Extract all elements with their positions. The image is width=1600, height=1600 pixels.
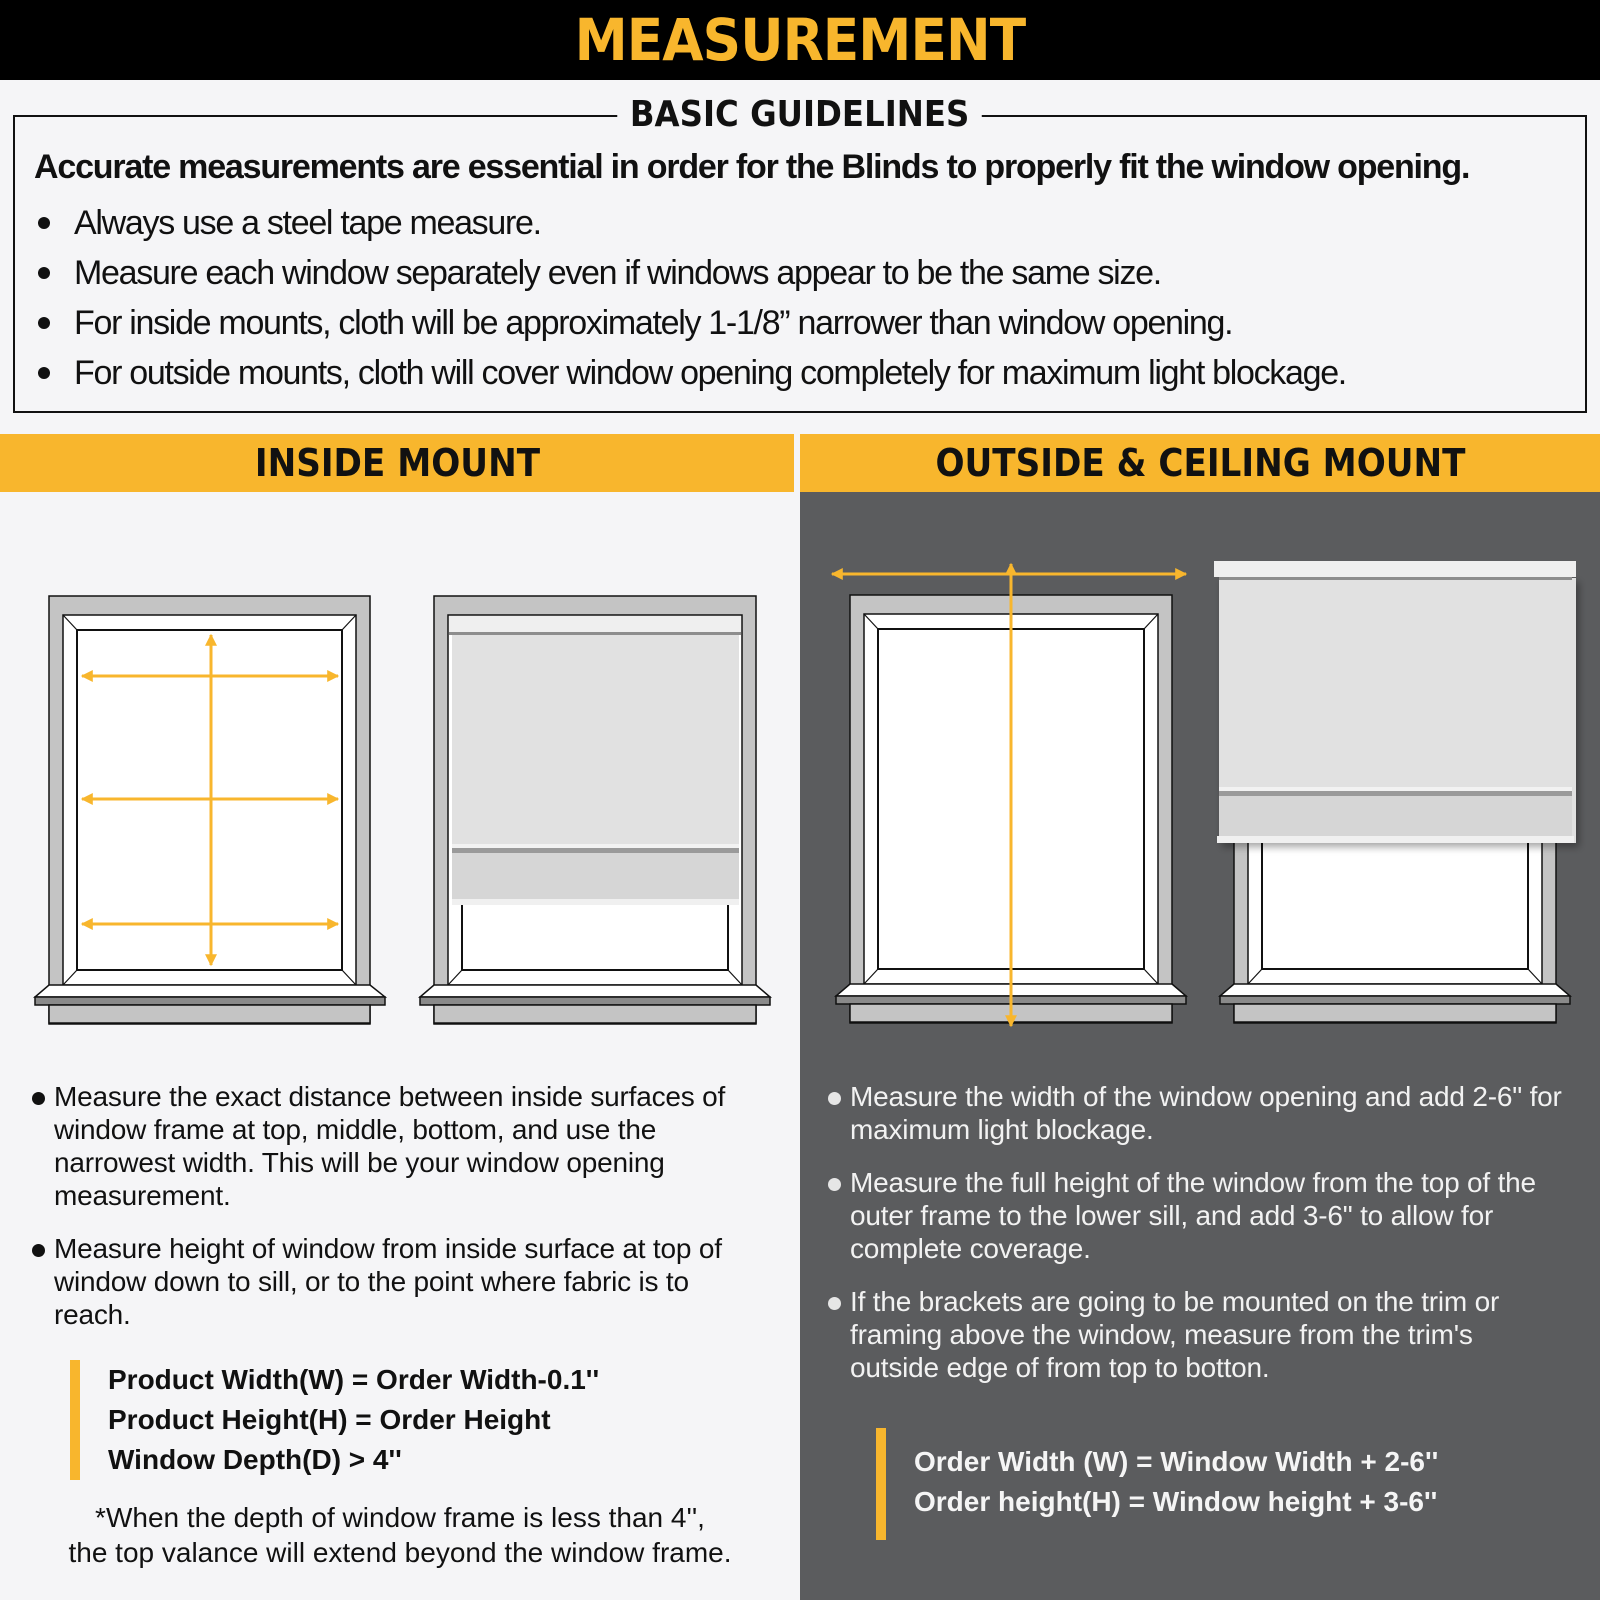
page-title: MEASUREMENT bbox=[574, 6, 1026, 74]
bullet-icon bbox=[828, 1178, 841, 1191]
formula-line: Product Width(W) = Order Width-0.1'' bbox=[108, 1364, 600, 1395]
bullet-icon bbox=[828, 1297, 841, 1310]
formula-line: Order Width (W) = Window Width + 2-6'' bbox=[914, 1446, 1439, 1477]
outside-measure-arrows-diagram bbox=[800, 540, 1200, 1030]
outside-mount-header: OUTSIDE & CEILING MOUNT bbox=[800, 434, 1600, 492]
guideline-item: For outside mounts, cloth will cover window opening completely for maximum light blockage. bbox=[34, 348, 1346, 398]
guideline-item: Measure each window separately even if windows appear to be the same size. bbox=[34, 248, 1346, 298]
guidelines-heading: BASIC GUIDELINES bbox=[0, 94, 1600, 135]
instruction-item: If the brackets are going to be mounted on the trim or framing above the window, measure from the trim's outside edge of from top to botton. bbox=[828, 1285, 1568, 1384]
instruction-item: Measure the width of the window opening and add 2-6" for maximum light blockage. bbox=[828, 1080, 1568, 1146]
instruction-item: Measure the full height of the window from the top of the outer frame to the lower sill, and add 3-6" to allow for complete coverage. bbox=[828, 1166, 1568, 1265]
outside-mount-formula bbox=[876, 1428, 1438, 1540]
inside-mount-instructions bbox=[32, 1080, 772, 1351]
outside-mounted-shade-diagram bbox=[1180, 540, 1600, 1030]
instruction-item: Measure the exact distance between inside surfaces of window frame at top, middle, bottom, and use the narrowest width. This will be your window opening measurement. bbox=[32, 1080, 772, 1212]
instruction-item: Measure height of window from inside surface at top of window down to sill, or to the point where fabric is to reach. bbox=[32, 1232, 772, 1331]
bullet-icon bbox=[38, 217, 50, 229]
bullet-icon bbox=[32, 1244, 45, 1257]
bullet-icon bbox=[38, 267, 50, 279]
outside-mount-instructions bbox=[828, 1080, 1568, 1404]
inside-mount-formula bbox=[70, 1360, 599, 1480]
guideline-item: Always use a steel tape measure. bbox=[34, 198, 1346, 248]
guidelines-list bbox=[34, 198, 1346, 398]
bullet-icon bbox=[38, 367, 50, 379]
guidelines-lead: Accurate measurements are essential in order for the Blinds to properly fit the window opening. bbox=[34, 148, 1470, 186]
inside-mount-header: INSIDE MOUNT bbox=[0, 434, 794, 492]
window-measure-arrows-diagram bbox=[30, 590, 390, 1030]
top-banner bbox=[0, 0, 1600, 80]
bullet-icon bbox=[32, 1092, 45, 1105]
formula-line: Product Height(H) = Order Height bbox=[108, 1404, 551, 1435]
inside-mounted-shade-diagram bbox=[410, 590, 780, 1030]
formula-line: Window Depth(D) > 4'' bbox=[108, 1444, 402, 1475]
bullet-icon bbox=[38, 317, 50, 329]
bullet-icon bbox=[828, 1092, 841, 1105]
guideline-item: For inside mounts, cloth will be approximately 1-1/8” narrower than window opening. bbox=[34, 298, 1346, 348]
depth-note: *When the depth of window frame is less than 4'', the top valance will extend beyond the window frame. bbox=[68, 1502, 732, 1568]
formula-line: Order height(H) = Window height + 3-6'' bbox=[914, 1486, 1438, 1517]
